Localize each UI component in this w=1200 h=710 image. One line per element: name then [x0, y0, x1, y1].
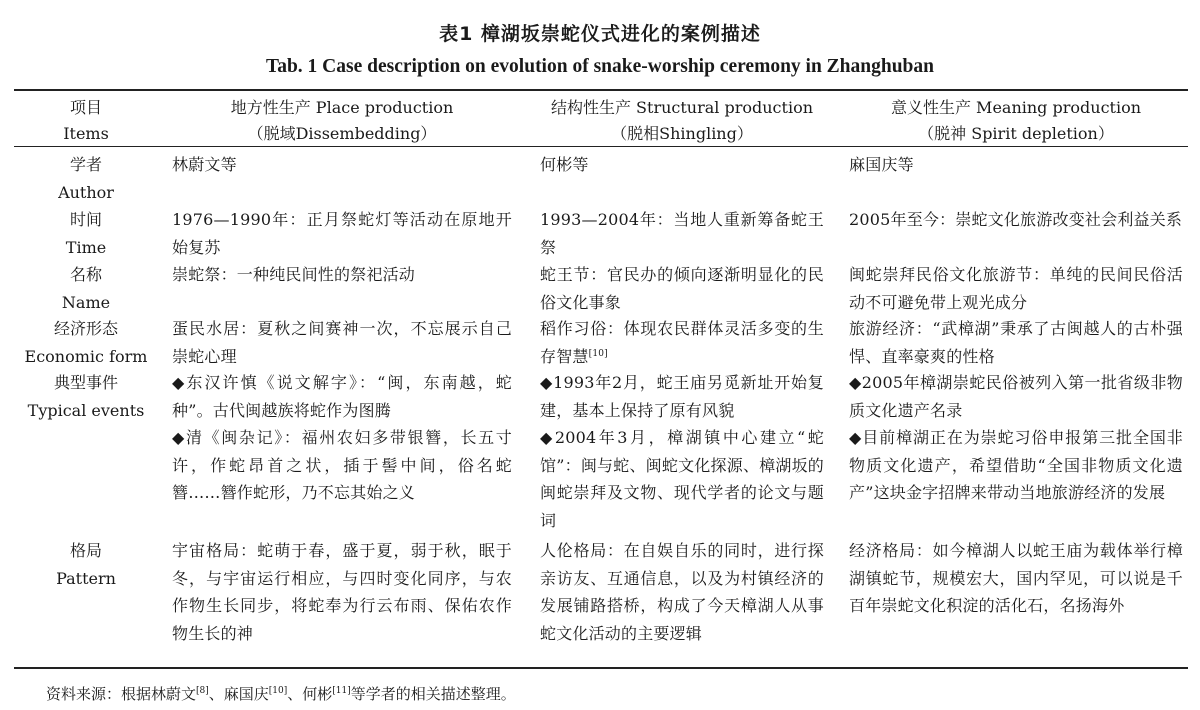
cell-place: 1976—1990年：正月祭蛇灯等活动在原地开始复苏: [172, 210, 512, 257]
row-label-en: Name: [61, 292, 111, 312]
row-label-cn: 经济形态: [53, 319, 118, 338]
cell-meaning: 经济格局：如今樟湖人以蛇王庙为载体举行樟湖镇蛇节，规模宏大，国内罕见，可以说是千百年崇蛇文化积淀的活化石，名扬海外: [849, 541, 1183, 615]
event-item: ◆2004年3月，樟湖镇中心建立“蛇馆”：闽与蛇、闽蛇文化探源、樟湖坂的闽蛇崇拜及文物、现代学者的论文与题词: [540, 428, 824, 530]
cell-place: [172, 369, 512, 507]
cell-meaning: [849, 369, 1183, 507]
source-note: 资料来源：根据林蔚文[8]、麻国庆[10]、何彬[11]等学者的相关描述整理。: [46, 685, 516, 703]
cell-structural: 人伦格局：在自娱自乐的同时，进行探亲访友、互通信息，以及为村镇经济的发展铺路搭桥，构成了今天樟湖人从事蛇文化活动的主要逻辑: [540, 541, 824, 643]
citation-ref: [10]: [268, 686, 288, 696]
cell-structural: 何彬等: [540, 155, 589, 174]
row-label-cn: 时间: [69, 210, 102, 229]
row-label-en: Pattern: [56, 568, 116, 588]
row-label-en: Author: [58, 182, 114, 202]
cell-place: 崇蛇祭：一种纯民间性的祭祀活动: [172, 265, 416, 284]
row-label-author: [16, 151, 156, 206]
header-place-production-line2: （脱域Dissembedding）: [247, 124, 437, 143]
header-structural-production: [522, 95, 842, 147]
citation-ref: [11]: [332, 686, 351, 696]
header-meaning-production-line1: 意义性生产 Meaning production: [890, 98, 1142, 117]
row-label-en: Typical events: [27, 400, 145, 420]
cell-place: 宇宙格局：蛇萌于春，盛于夏，弱于秋，眠于冬，与宇宙运行相应，与四时变化同序，与农作物生长同步，将蛇奉为行云布雨、保佑农作物生长的神: [172, 541, 512, 643]
header-meaning-production: [846, 95, 1186, 147]
event-item: ◆1993年2月，蛇王庙另觅新址开始复建，基本上保持了原有风貌: [540, 373, 824, 420]
row-label-en: Economic form: [24, 346, 148, 366]
cell-meaning: 麻国庆等: [849, 155, 914, 174]
cell-structural: [540, 315, 824, 370]
row-label-pattern: [16, 537, 156, 592]
cell-meaning: 2005年至今：崇蛇文化旅游改变社会利益关系: [849, 210, 1183, 229]
event-item: ◆东汉许慎《说文解字》：“闽，东南越，蛇种”。古代闽越族将蛇作为图腾: [172, 373, 512, 420]
row-label-en: Time: [65, 237, 107, 257]
header-items-en: Items: [63, 124, 109, 143]
header-meaning-production-line2: （脱神 Spirit depletion）: [918, 124, 1114, 143]
row-label-cn: 格局: [69, 541, 102, 560]
row-label-cn: 典型事件: [53, 373, 118, 392]
header-structural-production-line2: （脱相Shingling）: [611, 124, 753, 143]
row-label-time: [16, 206, 156, 261]
event-item: ◆目前樟湖正在为崇蛇习俗申报第三批全国非物质文化遗产，希望借助“全国非物质文化遗产”这块金字招牌来带动当地旅游经济的发展: [849, 428, 1183, 502]
cell-structural: 蛇王节：官民办的倾向逐渐明显化的民俗文化事象: [540, 265, 824, 312]
header-items: [16, 95, 156, 147]
row-label-cn: 学者: [69, 155, 102, 174]
cell-text: 稻作习俗：体现农民群体灵活多变的生存智慧: [540, 319, 824, 366]
cell-place: 林蔚文等: [172, 155, 237, 174]
citation-ref: [8]: [196, 686, 209, 696]
header-structural-production-line1: 结构性生产 Structural production: [550, 98, 814, 117]
cell-structural: [540, 369, 824, 534]
header-items-cn: 项目: [69, 98, 102, 117]
table-bottom-rule: [14, 667, 1188, 669]
table-top-rule: [14, 89, 1188, 91]
event-item: ◆2005年樟湖崇蛇民俗被列入第一批省级非物质文化遗产名录: [849, 373, 1183, 420]
cell-meaning: 闽蛇崇拜民俗文化旅游节：单纯的民间民俗活动不可避免带上观光成分: [849, 265, 1183, 312]
row-label-typical-events: [16, 369, 156, 424]
table-title-english: Tab. 1 Case description on evolution of snake-worship ceremony in Zhanghuban: [266, 56, 934, 77]
header-place-production-line1: 地方性生产 Place production: [230, 98, 454, 117]
cell-structural: 1993—2004年：当地人重新筹备蛇王祭: [540, 210, 824, 257]
row-label-cn: 名称: [69, 265, 102, 284]
cell-meaning: 旅游经济：“武樟湖”秉承了古闽越人的古朴强悍、直率豪爽的性格: [849, 319, 1183, 366]
row-label-economic-form: [16, 315, 156, 370]
table-title-chinese: 表1 樟湖坂崇蛇仪式进化的案例描述: [439, 23, 761, 45]
event-item: ◆清《闽杂记》：福州农妇多带银簪，长五寸许，作蛇昂首之状，插于髻中间，俗名蛇簪……簪作蛇形，乃不忘其始之义: [172, 428, 512, 502]
cell-place: 蛋民水居：夏秋之间赛神一次，不忘展示自己崇蛇心理: [172, 319, 512, 366]
citation-ref: [10]: [588, 348, 608, 359]
header-place-production: [172, 95, 512, 147]
row-label-name: [16, 261, 156, 316]
